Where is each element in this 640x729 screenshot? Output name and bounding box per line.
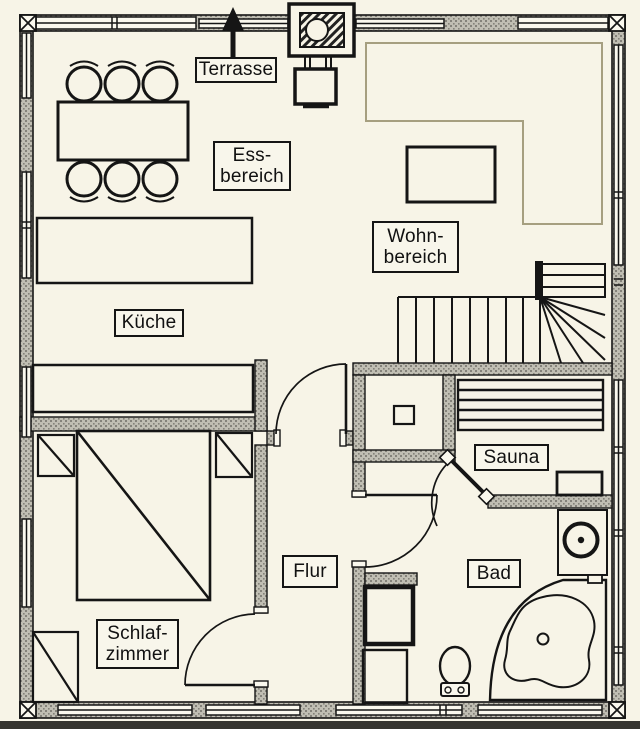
bath-door bbox=[365, 495, 437, 567]
kitchen-door bbox=[276, 364, 346, 434]
room-label-wohnbereich bbox=[372, 221, 459, 273]
kueche-label-text: Küche bbox=[121, 312, 177, 334]
corner-dresser bbox=[33, 632, 78, 702]
room-label-sauna bbox=[474, 444, 549, 471]
bed bbox=[77, 431, 210, 600]
sauna-benches bbox=[458, 380, 603, 430]
utility-niche-upper bbox=[365, 587, 413, 644]
dining-set bbox=[58, 62, 188, 202]
washbasin bbox=[558, 510, 607, 575]
bedroom-door bbox=[185, 614, 255, 685]
utility-niche-lower bbox=[363, 650, 407, 703]
stove-icon bbox=[295, 69, 336, 104]
chair-backrests bbox=[70, 62, 174, 202]
schlafzimmer-label-line2: zimmer bbox=[105, 644, 170, 665]
utility-niches bbox=[363, 587, 413, 703]
fireplace bbox=[289, 4, 354, 107]
winder-treads bbox=[540, 297, 605, 363]
essbereich-label-line2: bereich bbox=[220, 166, 284, 187]
room-label-bad bbox=[467, 559, 521, 588]
bath-fixtures bbox=[440, 510, 607, 700]
room-label-flur bbox=[282, 555, 338, 588]
room-label-essbereich bbox=[213, 141, 291, 191]
schlafzimmer-label-line1: Schlaf- bbox=[107, 622, 168, 644]
sofa-outline bbox=[366, 43, 602, 224]
coffee-table bbox=[407, 147, 495, 202]
image-bottom-bar bbox=[0, 721, 640, 729]
toilet bbox=[440, 647, 470, 696]
sauna-fixtures bbox=[394, 380, 603, 495]
room-label-kueche bbox=[114, 309, 184, 337]
dining-table bbox=[58, 102, 188, 160]
nightstand-left bbox=[38, 435, 74, 476]
room-label-terrasse bbox=[195, 57, 277, 83]
stair-landing bbox=[536, 262, 605, 299]
tub-drain bbox=[538, 634, 549, 645]
bathtub bbox=[490, 575, 606, 700]
dining-chairs bbox=[67, 67, 177, 196]
essbereich-label-line1: Ess- bbox=[232, 144, 272, 166]
nightstand-right bbox=[216, 433, 252, 477]
wohnbereich-label-line1: Wohn- bbox=[387, 225, 444, 247]
bad-label-text: Bad bbox=[476, 562, 512, 584]
terrasse-label-text: Terrasse bbox=[198, 59, 274, 81]
sauna-label-text: Sauna bbox=[483, 446, 540, 468]
flur-label-text: Flur bbox=[293, 560, 327, 582]
shower-drain bbox=[394, 406, 414, 424]
room-label-schlafzimmer bbox=[96, 619, 179, 669]
kitchen-counter-upper bbox=[37, 218, 252, 283]
wohnbereich-label-line2: bereich bbox=[383, 247, 448, 268]
staircase bbox=[398, 262, 605, 363]
sauna-heater bbox=[557, 472, 602, 495]
kitchen-counter-lower bbox=[33, 365, 253, 412]
